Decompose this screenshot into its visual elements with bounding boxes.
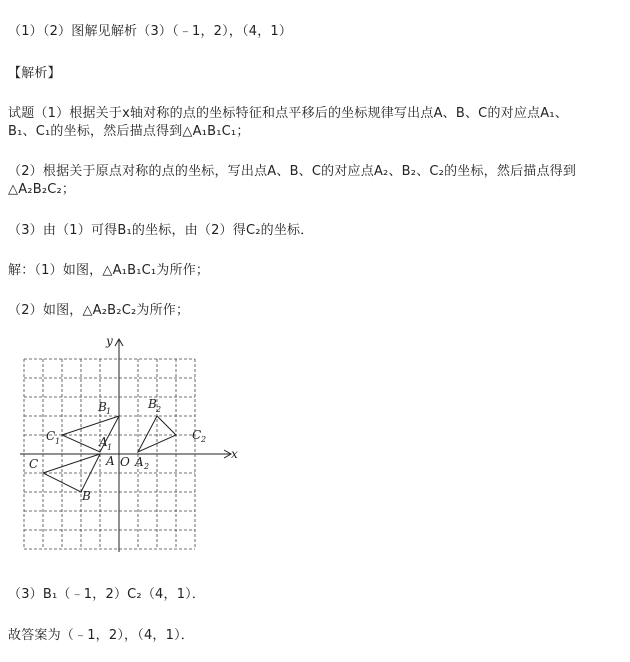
label-c2: C — [192, 428, 202, 442]
label-a: A — [106, 454, 115, 468]
label-b1: B — [98, 400, 107, 414]
label-c: C — [29, 457, 39, 471]
label-a1-sub: 1 — [107, 443, 113, 452]
origin-label: O — [120, 455, 130, 469]
conclusion: 故答案为（﹣1，2），（4，1）． — [8, 628, 194, 643]
label-b2-sub: 2 — [156, 405, 162, 414]
solution-part1: 解：（1）如图，△A₁B₁C₁为所作； — [8, 263, 210, 278]
label-c1-sub: 1 — [55, 437, 61, 446]
solution-part2: （2）如图，△A₂B₂C₂为所作； — [8, 303, 190, 318]
label-a2-sub: 2 — [144, 462, 150, 471]
section-title: 【解析】 — [8, 66, 61, 81]
x-axis-label: x — [231, 447, 238, 461]
analysis-part1-line1: 试题（1）根据关于x轴对称的点的坐标特征和点平移后的坐标规律写出点A、B、C的对应点A₁、 — [8, 106, 568, 121]
label-c1: C — [46, 429, 56, 443]
label-a1: A — [99, 435, 108, 449]
analysis-part3: （3）由（1）可得B₁的坐标，由（2）得C₂的坐标． — [8, 223, 314, 238]
y-axis-label: y — [106, 334, 113, 348]
label-a2: A — [135, 455, 144, 469]
label-b2: B — [148, 397, 157, 411]
answer-line: （1）（2）图解见解析（3）（﹣1，2），（4，1） — [8, 24, 293, 39]
analysis-part2-line2: △A₂B₂C₂； — [8, 182, 76, 197]
label-b: B — [82, 489, 91, 503]
label-b1-sub: 1 — [106, 407, 112, 416]
analysis-part2-line1: （2）根据关于原点对称的点的坐标，写出点A、B、C的对应点A₂、B₂、C₂的坐标，然后描点得到 — [8, 164, 577, 179]
analysis-part1-line2: B₁、C₁的坐标，然后描点得到△A₁B₁C₁； — [8, 124, 250, 139]
label-c2-sub: 2 — [201, 435, 207, 444]
solution-part3: （3）B₁（﹣1，2）C₂（4，1）． — [8, 587, 206, 602]
coordinate-figure — [20, 334, 250, 552]
